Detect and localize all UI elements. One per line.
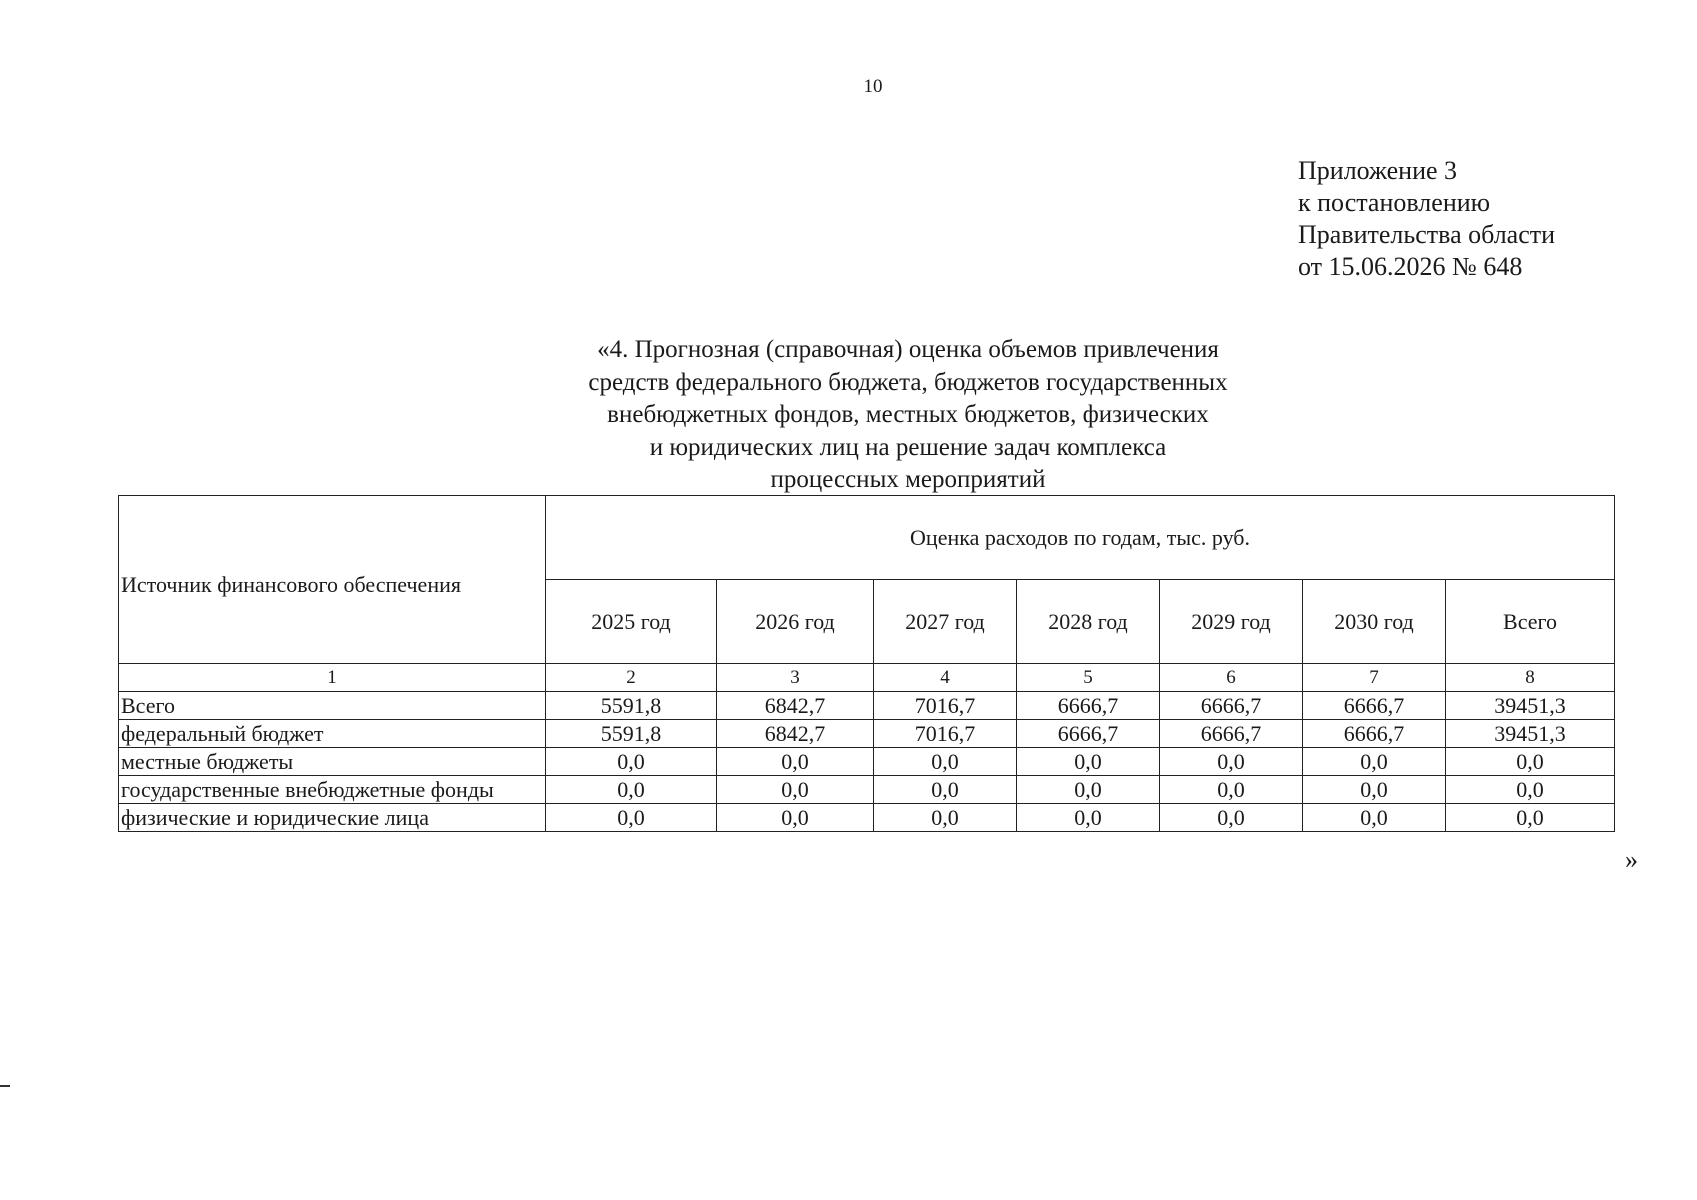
row-value: 0,0 (717, 748, 874, 776)
row-value: 0,0 (1160, 776, 1303, 804)
table-row (119, 748, 1615, 776)
row-value: 0,0 (1017, 748, 1160, 776)
row-value: 0,0 (1446, 804, 1615, 832)
row-value: 0,0 (546, 776, 717, 804)
row-value: 6666,7 (1017, 692, 1160, 720)
title-line: средств федерального бюджета, бюджетов государственных (588, 368, 1228, 396)
title-line: внебюджетных фондов, местных бюджетов, физических (607, 401, 1209, 428)
column-number: 3 (717, 664, 874, 692)
row-value: 0,0 (1446, 748, 1615, 776)
row-value: 0,0 (1017, 776, 1160, 804)
year-header: 2025 год (546, 580, 717, 664)
year-header: 2030 год (1303, 580, 1446, 664)
row-value: 0,0 (1017, 804, 1160, 832)
row-value: 0,0 (717, 776, 874, 804)
table-row (119, 776, 1615, 804)
closing-quote: » (1625, 845, 1638, 874)
appendix-line: от 15.06.2026 № 648 (1298, 252, 1523, 281)
row-value: 7016,7 (874, 720, 1017, 748)
row-label: физические и юридические лица (119, 804, 546, 832)
appendix-line: к постановлению (1298, 188, 1491, 217)
row-value: 5591,8 (546, 720, 717, 748)
table-row (119, 692, 1615, 720)
row-value: 0,0 (1160, 748, 1303, 776)
row-label: местные бюджеты (119, 748, 546, 776)
row-value: 7016,7 (874, 692, 1017, 720)
column-number: 7 (1303, 664, 1446, 692)
year-header: 2029 год (1160, 580, 1303, 664)
row-value: 0,0 (546, 804, 717, 832)
row-label: государственные внебюджетные фонды (119, 776, 546, 804)
row-value: 0,0 (1303, 776, 1446, 804)
row-label: федеральный бюджет (119, 720, 546, 748)
row-value: 5591,8 (546, 692, 717, 720)
row-value: 0,0 (1446, 776, 1615, 804)
row-value: 0,0 (1303, 804, 1446, 832)
table-row (119, 720, 1615, 748)
row-value: 6842,7 (717, 692, 874, 720)
table-row (119, 804, 1615, 832)
row-value: 0,0 (1303, 748, 1446, 776)
title-line: процессных мероприятий (770, 466, 1046, 493)
funding-table (118, 495, 1615, 832)
row-value: 0,0 (874, 748, 1017, 776)
column-number: 2 (546, 664, 717, 692)
column-number: 5 (1017, 664, 1160, 692)
column-number: 1 (119, 664, 546, 692)
row-value: 6666,7 (1017, 720, 1160, 748)
section-title (408, 334, 1408, 497)
source-header: Источник финансового обеспечения (119, 496, 546, 664)
row-value: 6666,7 (1303, 720, 1446, 748)
title-line: «4. Прогнозная (справочная) оценка объемов привлечения (597, 336, 1219, 363)
row-value: 0,0 (717, 804, 874, 832)
row-value: 6666,7 (1303, 692, 1446, 720)
row-value: 39451,3 (1446, 692, 1615, 720)
row-value: 6842,7 (717, 720, 874, 748)
row-value: 0,0 (546, 748, 717, 776)
year-header: 2027 год (874, 580, 1017, 664)
appendix-line: Приложение 3 (1298, 156, 1458, 185)
row-value: 6666,7 (1160, 720, 1303, 748)
group-header: Оценка расходов по годам, тыс. руб. (546, 496, 1615, 580)
page-number: 10 (863, 76, 883, 97)
row-label: Всего (119, 692, 546, 720)
row-value: 0,0 (874, 804, 1017, 832)
row-value: 6666,7 (1160, 692, 1303, 720)
column-number: 8 (1446, 664, 1615, 692)
total-header: Всего (1446, 580, 1615, 664)
appendix-line: Правительства области (1298, 220, 1556, 249)
row-value: 39451,3 (1446, 720, 1615, 748)
year-header: 2026 год (717, 580, 874, 664)
row-value: 0,0 (1160, 804, 1303, 832)
column-number: 6 (1160, 664, 1303, 692)
year-header: 2028 год (1017, 580, 1160, 664)
row-value: 0,0 (874, 776, 1017, 804)
appendix-block (1298, 155, 1555, 283)
title-line: и юридических лиц на решение задач комплекса (649, 433, 1167, 461)
margin-mark (0, 1085, 10, 1087)
column-number: 4 (874, 664, 1017, 692)
